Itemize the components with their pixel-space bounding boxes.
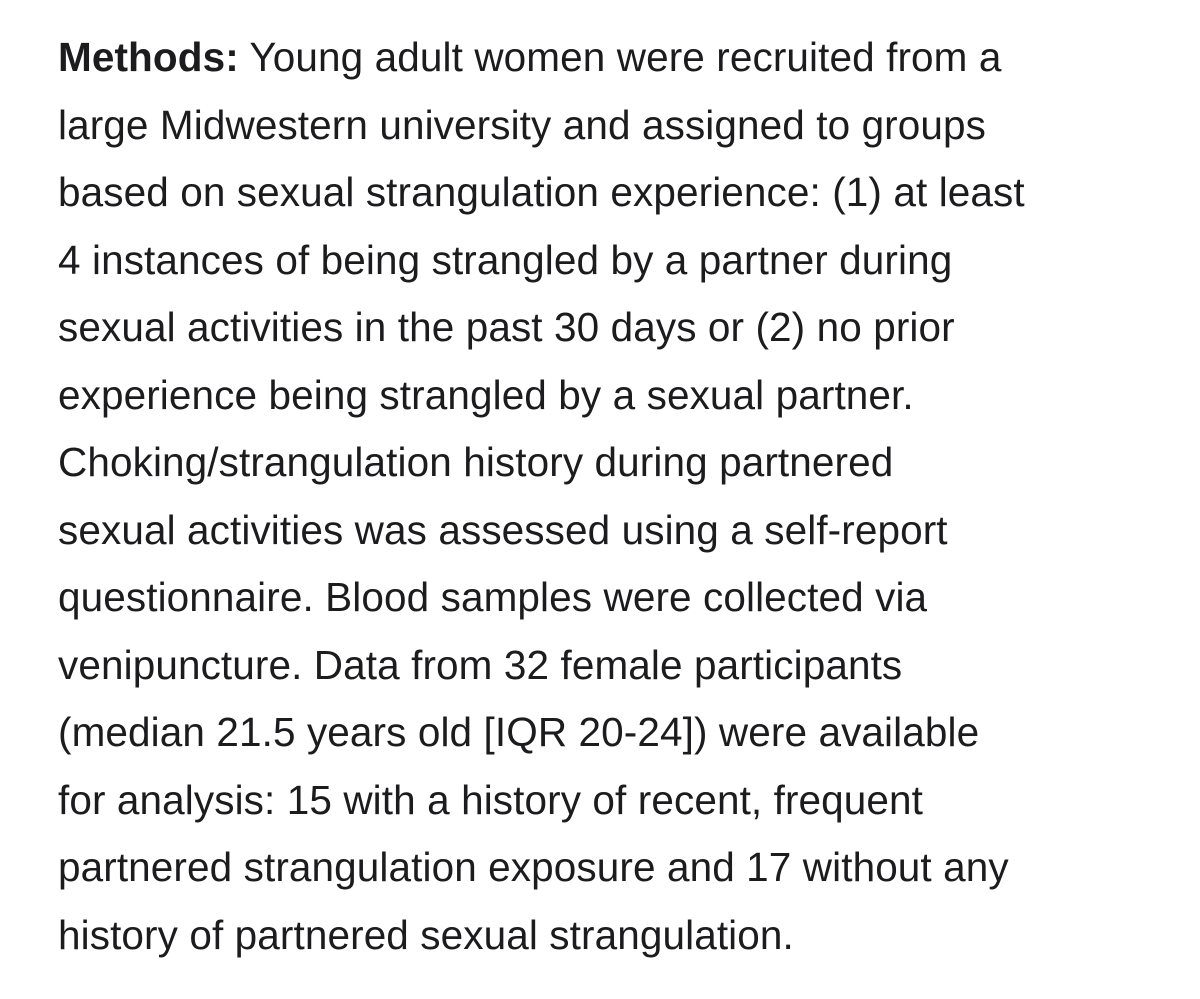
paragraph-line: Choking/strangulation history during partnered (58, 439, 894, 485)
methods-paragraph (58, 24, 1178, 969)
paragraph-line: history of partnered sexual strangulation. (58, 911, 794, 958)
paragraph-line: sexual activities in the past 30 days or (2) no prior (58, 304, 955, 350)
paragraph-line: based on sexual strangulation experience: (1) at least (58, 169, 1025, 215)
paragraph-line: partnered strangulation exposure and 17 without any (58, 844, 1009, 890)
paragraph-line: sexual activities was assessed using a self-report (58, 506, 948, 553)
paragraph-line: experience being strangled by a sexual partner. (58, 371, 914, 418)
section-heading: Methods: (58, 34, 239, 80)
line-text: Young adult women were recruited from a (249, 34, 1002, 80)
paragraph-line (58, 24, 1178, 92)
paragraph-line: (median 21.5 years old [IQR 20-24]) were available (58, 709, 980, 755)
paragraph-line: venipuncture. Data from 32 female participants (58, 641, 903, 688)
paragraph-line: large Midwestern university and assigned to groups (58, 101, 986, 148)
paragraph-line: 4 instances of being strangled by a partner during (58, 236, 953, 283)
paragraph-line: questionnaire. Blood samples were collected via (58, 574, 928, 620)
paragraph-line: for analysis: 15 with a history of recent, frequent (58, 776, 924, 823)
